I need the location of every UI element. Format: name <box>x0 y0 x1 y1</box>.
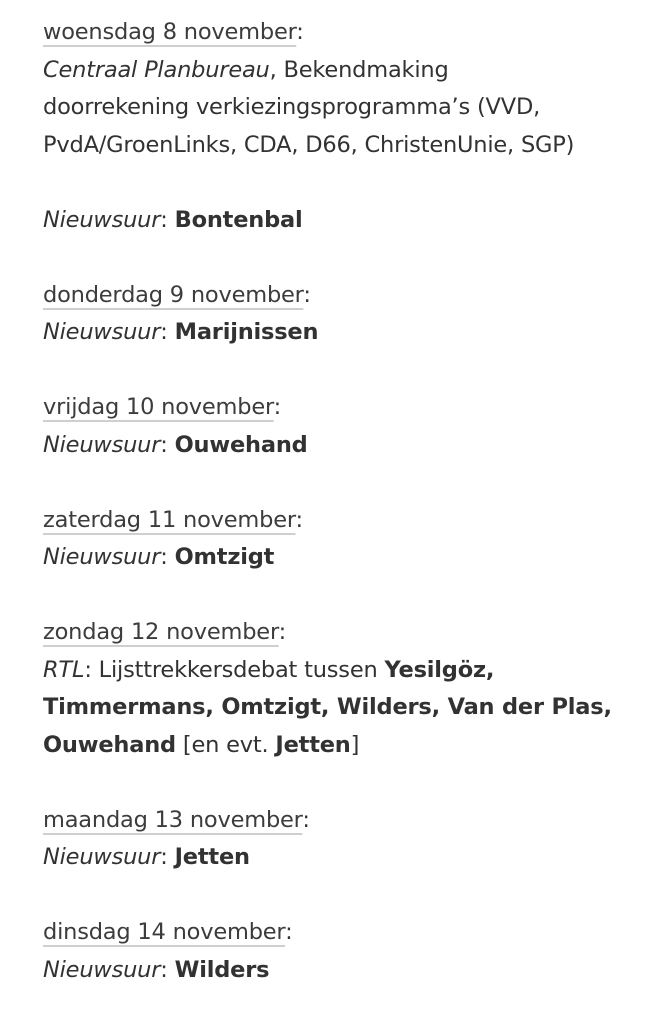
source-label: Nieuwsuur <box>43 431 161 458</box>
guest-name: Wilders <box>174 956 270 983</box>
date-colon: : <box>303 281 311 308</box>
guest-name: Marijnissen <box>174 319 319 345</box>
date-link[interactable]: woensdag 8 november <box>43 19 297 45</box>
source-label: Nieuwsuur <box>43 844 161 870</box>
entry-text-line <box>43 652 643 690</box>
schedule-entry <box>43 502 643 577</box>
schedule-entry <box>43 14 643 239</box>
entry-date-line <box>43 389 643 427</box>
entry-text-line <box>43 52 643 90</box>
date-link[interactable]: zaterdag 11 november <box>43 506 296 533</box>
schedule-entry <box>43 389 643 464</box>
schedule-list <box>43 14 643 1027</box>
date-colon: : <box>296 19 304 45</box>
entry-date-line <box>43 277 643 315</box>
source-label: Nieuwsuur <box>43 206 161 233</box>
guest-name: Yesilgöz, <box>384 656 495 683</box>
guest-name: Timmermans, Omtzigt, Wilders, Van der Plas, <box>43 694 612 720</box>
entry-text: ] <box>350 731 360 758</box>
date-colon: : <box>302 806 310 833</box>
entry-text: : <box>160 206 175 233</box>
guest-name: Jetten <box>275 731 351 758</box>
entry-text-line <box>43 427 643 465</box>
source-label: RTL <box>43 656 85 683</box>
date-link[interactable]: zondag 12 november <box>43 619 279 645</box>
entry-text: : <box>160 956 175 983</box>
entry-text: : <box>160 431 175 458</box>
date-colon: : <box>295 506 303 533</box>
entry-text: doorrekening verkiezingsprogramma’s (VVD, <box>43 94 541 120</box>
entry-text: [en evt. <box>175 731 276 758</box>
entry-text-line <box>43 127 643 165</box>
entry-date-line <box>43 614 643 652</box>
entry-text-line <box>43 727 643 765</box>
entry-date-line <box>43 914 643 952</box>
entry-text-line <box>43 839 643 877</box>
schedule-entry <box>43 614 643 764</box>
entry-text: : Lijsttrekkersdebat tussen <box>84 656 385 683</box>
source-label: Centraal Planbureau <box>43 56 270 83</box>
source-label: Nieuwsuur <box>43 319 161 345</box>
entry-text-line <box>43 952 643 990</box>
date-colon: : <box>285 919 293 945</box>
guest-name: Bontenbal <box>174 206 303 233</box>
entry-text-line <box>43 539 643 577</box>
guest-name: Omtzigt <box>174 544 275 570</box>
date-link[interactable]: maandag 13 november <box>43 806 303 833</box>
entry-date-line <box>43 502 643 540</box>
entry-text-line <box>43 314 643 352</box>
date-link[interactable]: vrijdag 10 november <box>43 394 274 420</box>
guest-name: Ouwehand <box>43 731 176 758</box>
entry-text: , Bekendmaking <box>269 56 449 83</box>
schedule-entry <box>43 802 643 877</box>
entry-date-line <box>43 802 643 840</box>
date-colon: : <box>273 394 282 420</box>
guest-name: Ouwehand <box>174 431 308 458</box>
entry-text: : <box>160 319 175 345</box>
schedule-entry <box>43 914 643 989</box>
entry-text-line <box>43 89 643 127</box>
entry-date-line <box>43 14 643 52</box>
entry-text: PvdA/GroenLinks, CDA, D66, ChristenUnie, SGP) <box>43 131 575 158</box>
date-link[interactable]: donderdag 9 november <box>43 281 304 308</box>
date-colon: : <box>278 619 286 645</box>
source-label: Nieuwsuur <box>43 544 161 570</box>
schedule-entry <box>43 277 643 352</box>
entry-text: : <box>160 544 175 570</box>
entry-text-line <box>43 689 643 727</box>
entry-text-line <box>43 164 643 202</box>
source-label: Nieuwsuur <box>43 956 161 983</box>
entry-text: : <box>160 844 175 870</box>
entry-text-line <box>43 202 643 240</box>
date-link[interactable]: dinsdag 14 november <box>43 919 286 945</box>
guest-name: Jetten <box>174 844 250 870</box>
